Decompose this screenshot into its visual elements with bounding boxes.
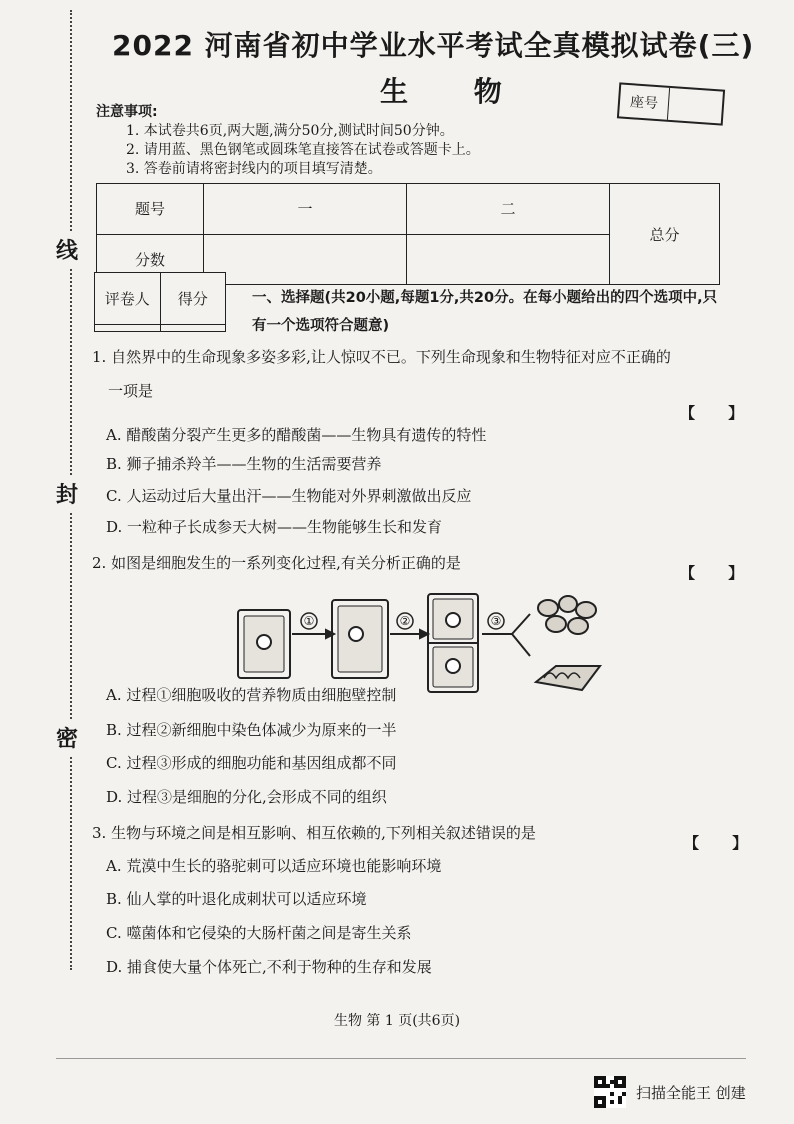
score-cell[interactable] <box>407 234 610 285</box>
answer-bracket[interactable]: 【 】 <box>680 404 758 422</box>
option-item[interactable]: D. 一粒种子长成参天大树——生物能够生长和发育 <box>106 518 443 536</box>
option-item[interactable]: B. 仙人掌的叶退化成刺状可以适应环境 <box>106 890 367 908</box>
binding-char-xian: 线 <box>56 232 78 267</box>
question-stem: 1. 自然界中的生命现象多姿多彩,让人惊叹不已。下列生命现象和生物特征对应不正确的 <box>92 348 671 366</box>
option-item[interactable]: D. 过程③是细胞的分化,会形成不同的组织 <box>106 788 387 806</box>
figure-step-2: ② <box>399 614 411 628</box>
option-item[interactable]: C. 噬菌体和它侵染的大肠杆菌之间是寄生关系 <box>106 924 412 942</box>
notes-item: 1. 本试卷共6页,两大题,满分50分,测试时间50分钟。 <box>126 123 454 139</box>
score-table-col-header: 二 <box>407 184 610 235</box>
question-stem: 2. 如图是细胞发生的一系列变化过程,有关分析正确的是 <box>92 554 461 572</box>
subject-title: 生 物 <box>380 75 530 108</box>
page-footer: 生物 第 1 页(共6页) <box>333 1013 461 1029</box>
binding-char-feng: 封 <box>56 476 78 511</box>
option-item[interactable]: A. 荒漠中生长的骆驼刺可以适应环境也能影响环境 <box>106 857 442 875</box>
notes-heading: 注意事项: <box>96 104 158 120</box>
exam-title: 2022 河南省初中学业水平考试全真模拟试卷(三) <box>112 29 755 62</box>
figure-step-1: ① <box>303 614 315 628</box>
seat-number-box[interactable] <box>617 82 725 125</box>
grader-score-cell[interactable] <box>160 325 226 332</box>
score-table-total-label: 总分 <box>610 184 720 285</box>
option-item[interactable]: D. 捕食使大量个体死亡,不利于物种的生存和发展 <box>106 958 432 976</box>
score-cell[interactable] <box>204 234 407 285</box>
score-table-row-label: 分数 <box>97 234 204 285</box>
question-stem: 3. 生物与环境之间是相互影响、相互依赖的,下列相关叙述错误的是 <box>92 824 536 842</box>
option-item[interactable]: B. 狮子捕杀羚羊——生物的生活需要营养 <box>106 455 382 473</box>
notes-item: 3. 答卷前请将密封线内的项目填写清楚。 <box>126 161 382 177</box>
score-table <box>96 183 720 285</box>
bottom-divider <box>56 1058 746 1059</box>
question-stem-continued: 一项是 <box>108 382 154 400</box>
grader-reviewer-label: 评卷人 <box>95 273 161 325</box>
answer-bracket[interactable]: 【 】 <box>680 564 758 582</box>
seat-number-label: 座号 <box>619 84 670 119</box>
grader-score-label: 得分 <box>160 273 226 325</box>
answer-bracket[interactable]: 【 】 <box>684 834 762 852</box>
qr-code-icon <box>594 1076 626 1108</box>
option-item[interactable]: B. 过程②新细胞中染色体减少为原来的一半 <box>106 721 397 739</box>
notes-section <box>96 103 480 179</box>
option-item[interactable]: C. 人运动过后大量出汗——生物能对外界刺激做出反应 <box>106 487 472 505</box>
scanner-watermark: 扫描全能王 创建 <box>636 1084 746 1102</box>
section-heading: 一、选择题(共20小题,每题1分,共20分。在每小题给出的四个选项中,只有一个选项符合题意) <box>252 290 718 334</box>
option-item[interactable]: A. 醋酸菌分裂产生更多的醋酸菌——生物具有遗传的特性 <box>106 426 487 444</box>
score-table-col-header: 一 <box>204 184 407 235</box>
figure-step-3: ③ <box>490 614 502 628</box>
score-table-row-label: 题号 <box>97 184 204 235</box>
option-item[interactable]: C. 过程③形成的细胞功能和基因组成都不同 <box>106 754 397 772</box>
binding-char-mi: 密 <box>56 720 78 755</box>
notes-item: 2. 请用蓝、黑色钢笔或圆珠笔直接答在试卷或答题卡上。 <box>126 142 480 158</box>
option-item[interactable]: A. 过程①细胞吸收的营养物质由细胞壁控制 <box>106 686 397 704</box>
grader-reviewer-cell[interactable] <box>95 325 161 332</box>
grader-table <box>94 272 226 332</box>
